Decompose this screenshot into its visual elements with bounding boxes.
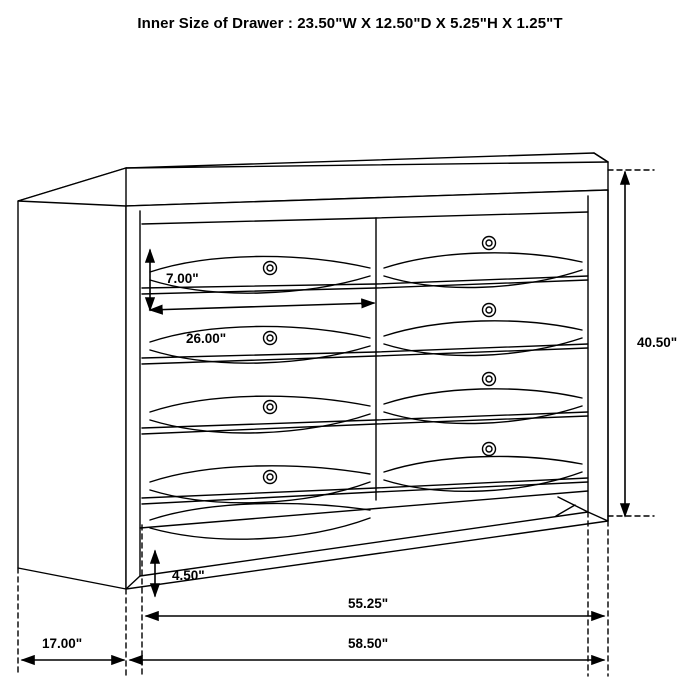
dimension-label-overall-height: 40.50" xyxy=(637,335,678,350)
cabinet-front-face xyxy=(126,190,608,589)
cabinet-left-side xyxy=(18,168,126,589)
page-title: Inner Size of Drawer : 23.50"W X 12.50"D X 5.25"H X 1.25"T xyxy=(137,15,563,32)
dimension-label-drawer-width: 26.00" xyxy=(186,331,227,346)
dimension-label-depth: 17.00" xyxy=(42,636,83,651)
dimension-label-overall-width: 58.50" xyxy=(348,636,389,651)
dimension-label-drawer-height: 7.00" xyxy=(166,271,199,286)
dimension-label-leg-height: 4.50" xyxy=(172,568,205,583)
dimension-label-front-width: 55.25" xyxy=(348,596,389,611)
